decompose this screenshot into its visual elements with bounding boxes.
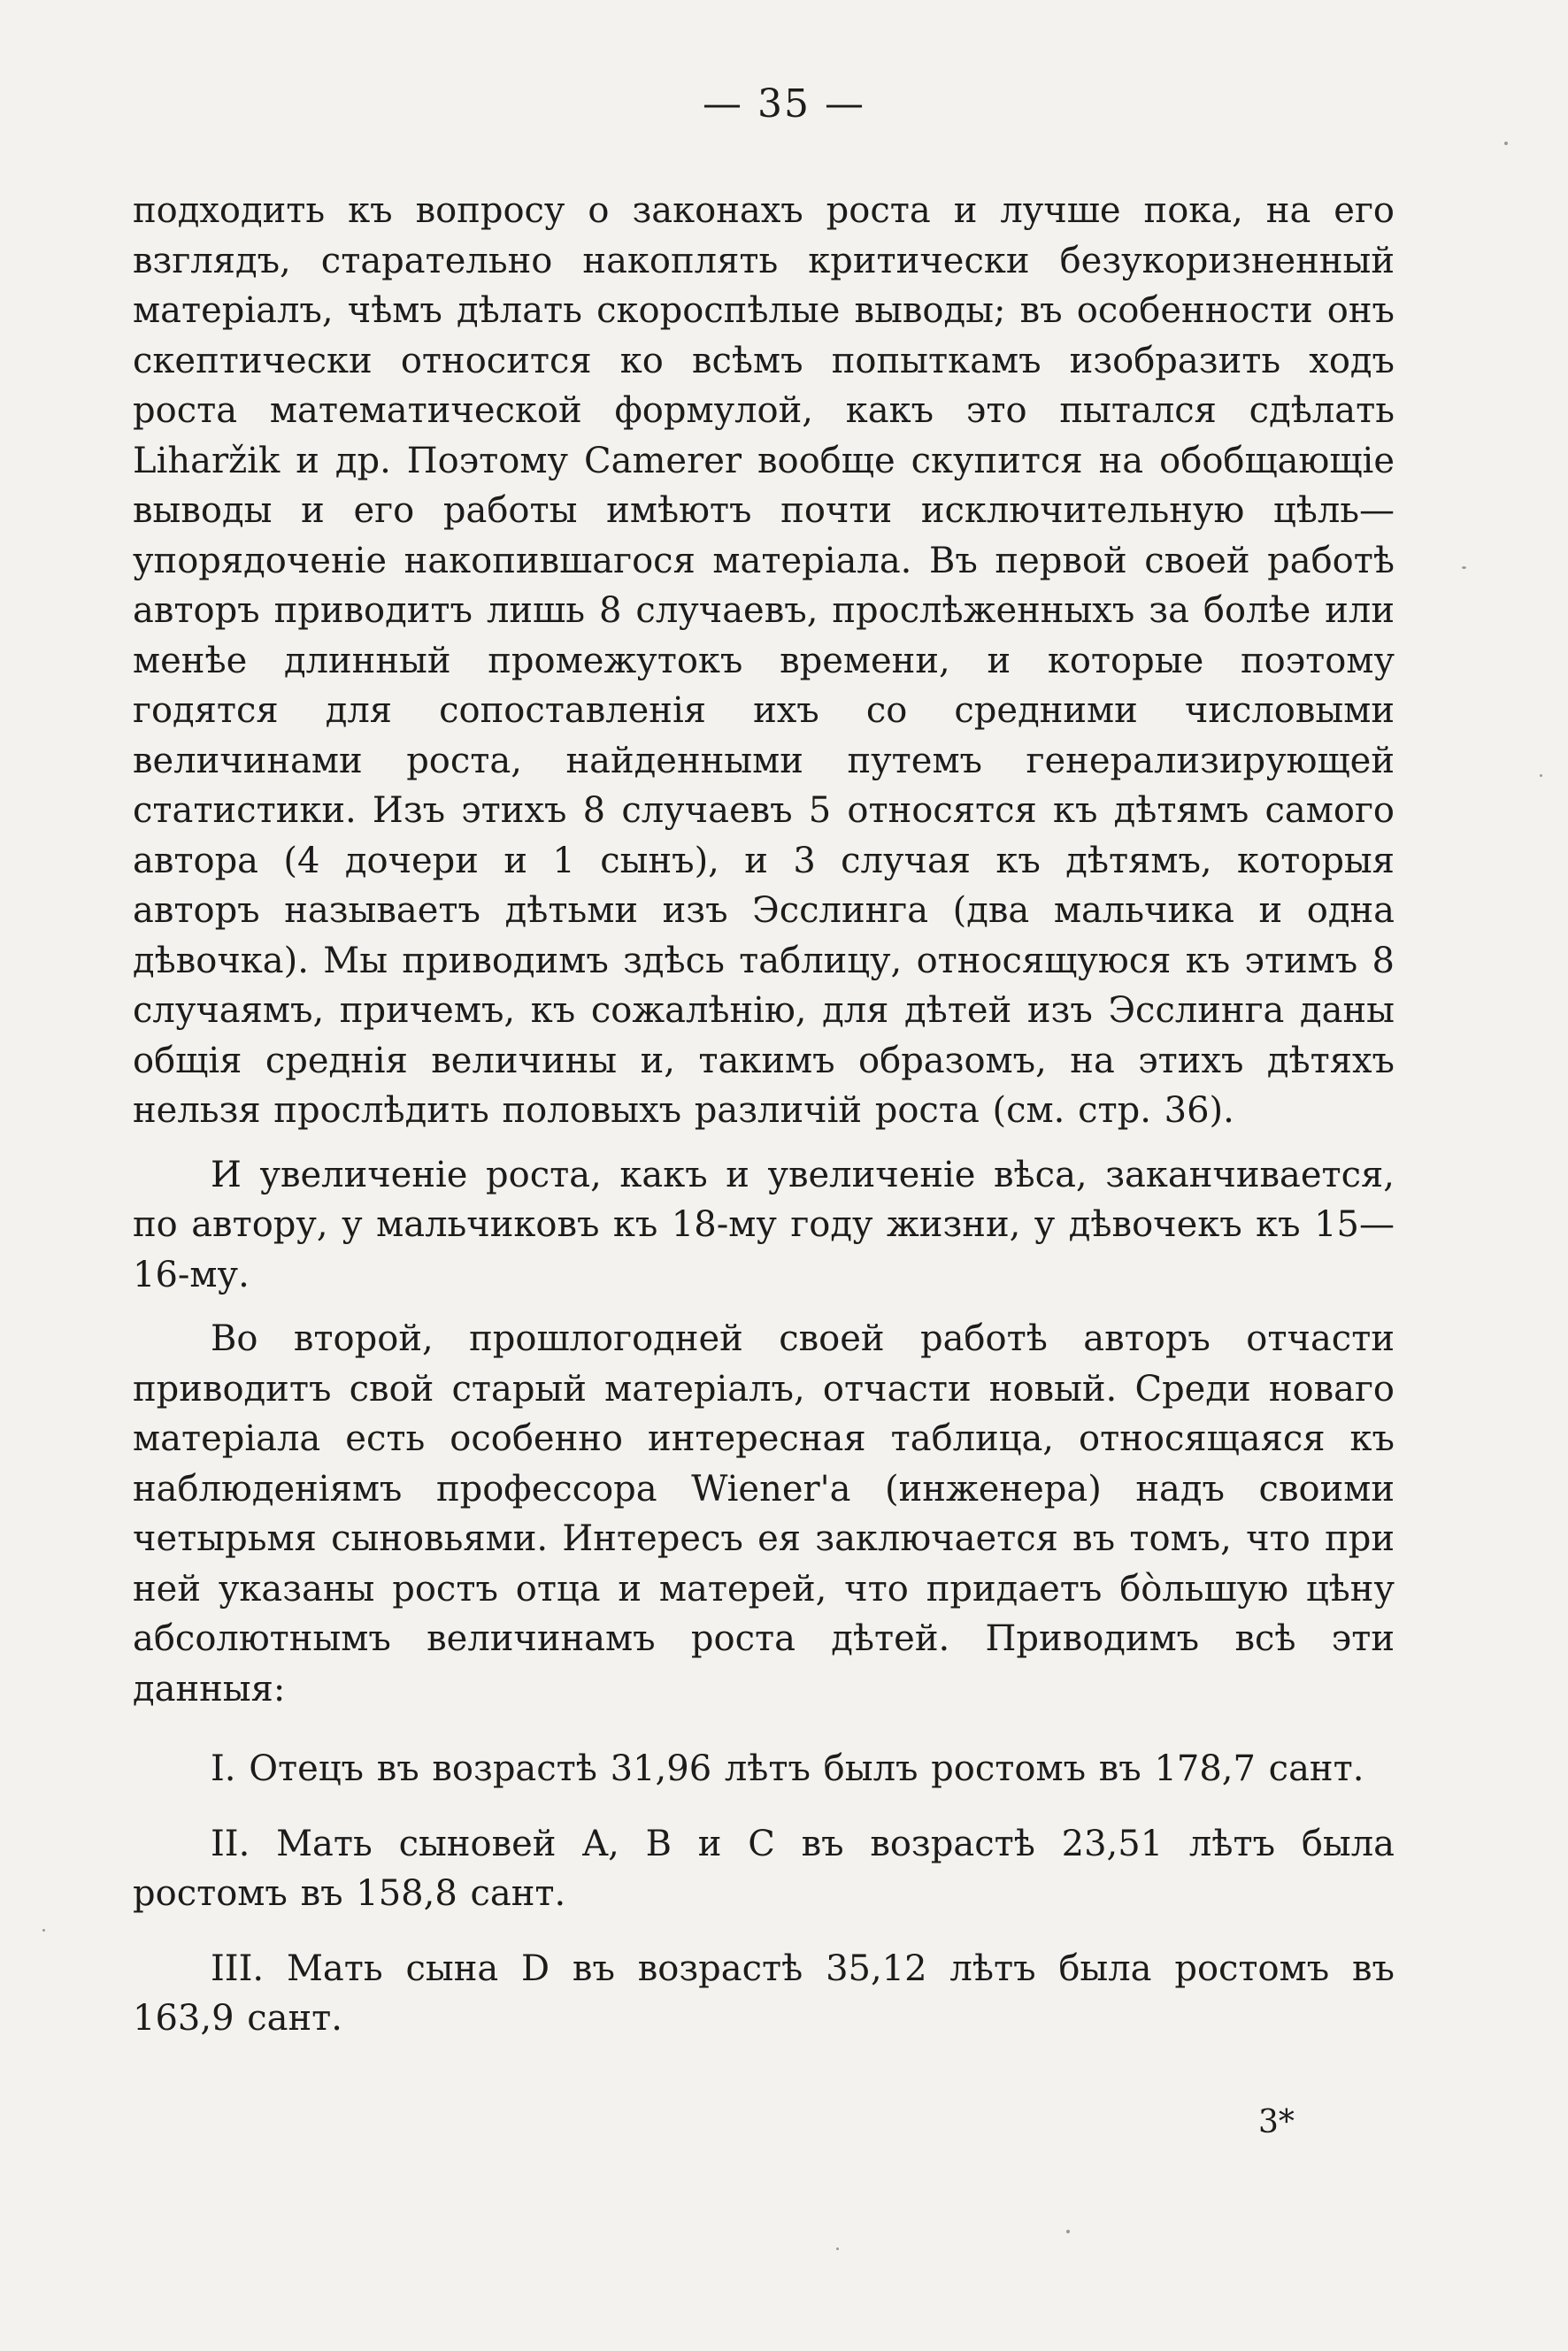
- list-item-mother-d: III. Мать сына D въ возрастѣ 35,12 лѣтъ была ростомъ въ 163,9 сант.: [133, 1948, 1395, 2039]
- paper-speck: [836, 2247, 839, 2250]
- list-item-mother-abc: II. Мать сыновей A, B и C въ возрастѣ 23,51 лѣтъ была ростомъ въ 158,8 сант.: [133, 1823, 1395, 1914]
- paper-speck: [42, 1929, 45, 1932]
- printer-signature-mark: 3*: [1258, 2104, 1295, 2140]
- list-item-father: I. Отецъ въ возрастѣ 31,96 лѣтъ былъ ростомъ въ 178,7 сант.: [211, 1748, 1364, 1789]
- body-text: [133, 186, 1395, 2044]
- paragraph-2: И увеличеніе роста, какъ и увеличеніе вѣса, заканчивается, по автору, у мальчиковъ къ 18-му году жизни, у дѣвочекъ къ 15—16-му.: [133, 1154, 1395, 1295]
- paper-speck: [1504, 142, 1508, 145]
- paragraph-1: подходить къ вопросу о законахъ роста и лучше пока, на его взглядъ, старательно накоплять критически безукоризненный матеріалъ, чѣмъ дѣлать скороспѣлые выводы; въ особенности онъ скептически относится ко всѣмъ попыткамъ изобразить ходъ роста математической формулой, какъ это пытался сдѣлать Liharžik и др. Поэтому Camerer вообще скупится на обобщающіе выводы и его работы имѣютъ почти исключительную цѣль—упорядоченіе накопившагося матеріала. Въ первой своей работѣ авторъ приводитъ лишь 8 случаевъ, прослѣженныхъ за болѣе или менѣе длинный промежутокъ времени, и которые поэтому годятся для сопоставленія ихъ со средними числовыми величинами роста, найденными путемъ генерализирующей статистики. Изъ этихъ 8 случаевъ 5 относятся къ дѣтямъ самого автора (4 дочери и 1 сынъ), и 3 случая къ дѣтямъ, которыя авторъ называетъ дѣтьми изъ Эсслинга (два мальчика и одна дѣвочка). Мы приводимъ здѣсь таблицу, относящуюся къ этимъ 8 случаямъ, причемъ, къ сожалѣнію, для дѣтей изъ Эсслинга даны общія среднія величины и, такимъ образомъ, на этихъ дѣтяхъ нельзя прослѣдить половыхъ различій роста (см. стр. 36).: [133, 190, 1395, 1131]
- paper-speck: [1462, 566, 1466, 569]
- paper-speck: [1066, 2230, 1070, 2233]
- paragraph-3: Во второй, прошлогодней своей работѣ авторъ отчасти приводитъ свой старый матеріалъ, отчасти новый. Среди новаго матеріала есть особенно интересная таблица, относящаяся къ наблюденіямъ профессора Wiener'a (инженера) надъ своими четырьмя сыновьями. Интересъ ея заключается въ томъ, что при ней указаны ростъ отца и матерей, что придаетъ бо̀льшую цѣну абсолютнымъ величинамъ роста дѣтей. Приводимъ всѣ эти данныя:: [133, 1318, 1395, 1709]
- paper-speck: [1540, 774, 1542, 777]
- page-number: — 35 —: [703, 81, 865, 127]
